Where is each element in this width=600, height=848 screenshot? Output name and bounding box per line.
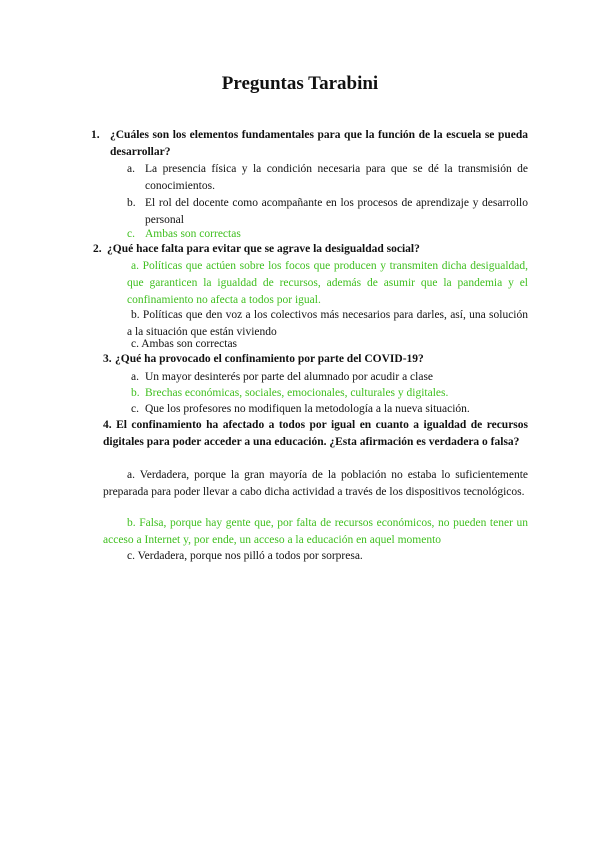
question-1-option-b bbox=[127, 195, 528, 229]
question-3-option-b bbox=[131, 385, 528, 402]
option-text: Políticas que actúen sobre los focos que producen y transmiten dicha desigualdad, que garanticen la igualdad de recursos, además de asumir que la pandemia y el confinamiento no afecta a todos por igual. bbox=[127, 260, 529, 306]
option-text: Un mayor desinterés por parte del alumnado por acudir a clase bbox=[145, 371, 434, 383]
question-4-number: 4. bbox=[103, 419, 112, 431]
question-4-option-c bbox=[103, 548, 528, 565]
question-2-option-a bbox=[127, 258, 528, 309]
question-1-option-a bbox=[127, 161, 528, 195]
question-2 bbox=[93, 241, 528, 258]
option-letter: a. bbox=[127, 163, 135, 175]
question-3 bbox=[103, 351, 528, 368]
question-3-number: 3. bbox=[103, 353, 112, 365]
question-4-text: El confinamiento ha afectado a todos por igual en cuanto a igualdad de recursos digitales para poder acceder a una educación. ¿Esta afirmación es verdadera o falsa? bbox=[103, 419, 529, 448]
question-3-text: ¿Qué ha provocado el confinamiento por parte del COVID-19? bbox=[115, 353, 424, 365]
question-3-option-c bbox=[131, 401, 528, 418]
option-text: El rol del docente como acompañante en los procesos de aprendizaje y desarrollo personal bbox=[145, 197, 528, 226]
option-letter: b. bbox=[127, 517, 136, 529]
document-title: Preguntas Tarabini bbox=[221, 73, 379, 94]
option-letter: a. bbox=[127, 469, 135, 481]
question-2-number: 2. bbox=[93, 243, 102, 255]
option-text: Verdadera, porque la gran mayoría de la población no estaba lo suficientemente preparada para poder llevar a cabo dicha actividad a través de los dispositivos tecnológicos. bbox=[103, 469, 528, 498]
option-letter: c. bbox=[127, 228, 135, 240]
question-3-option-a bbox=[131, 369, 528, 386]
question-1 bbox=[91, 127, 528, 161]
option-letter: c. bbox=[131, 403, 139, 415]
option-letter: c. bbox=[131, 338, 139, 350]
option-text: Políticas que den voz a los colectivos más necesarios para darles, así, una solución a la situación que están viviendo bbox=[127, 309, 528, 338]
option-letter: b. bbox=[131, 309, 140, 321]
option-letter: b. bbox=[131, 387, 140, 399]
question-4-option-b bbox=[103, 515, 528, 549]
option-text: Brechas económicas, sociales, emocionales, culturales y digitales. bbox=[145, 387, 449, 399]
option-text: Verdadera, porque nos pilló a todos por sorpresa. bbox=[137, 550, 363, 562]
option-letter: a. bbox=[131, 260, 139, 272]
question-4-option-a bbox=[103, 467, 528, 501]
option-text: Ambas son correctas bbox=[145, 228, 241, 240]
option-letter: b. bbox=[127, 197, 136, 209]
question-1-number: 1. bbox=[91, 129, 100, 141]
option-letter: a. bbox=[131, 371, 139, 383]
question-2-text: ¿Qué hace falta para evitar que se agrave la desigualdad social? bbox=[107, 243, 420, 255]
option-text: Falsa, porque hay gente que, por falta de recursos económicos, no pueden tener un acceso a Internet y, por ende, un acceso a la educación en aquel momento bbox=[103, 517, 529, 546]
option-text: La presencia física y la condición necesaria para que se dé la transmisión de conocimientos. bbox=[145, 163, 528, 192]
question-1-text: ¿Cuáles son los elementos fundamentales para que la función de la escuela se pueda desarrollar? bbox=[110, 129, 528, 158]
option-text: Que los profesores no modifiquen la metodología a la nueva situación. bbox=[145, 403, 470, 415]
question-4 bbox=[103, 417, 528, 451]
option-text: Ambas son correctas bbox=[141, 338, 238, 350]
option-letter: c. bbox=[127, 550, 135, 562]
